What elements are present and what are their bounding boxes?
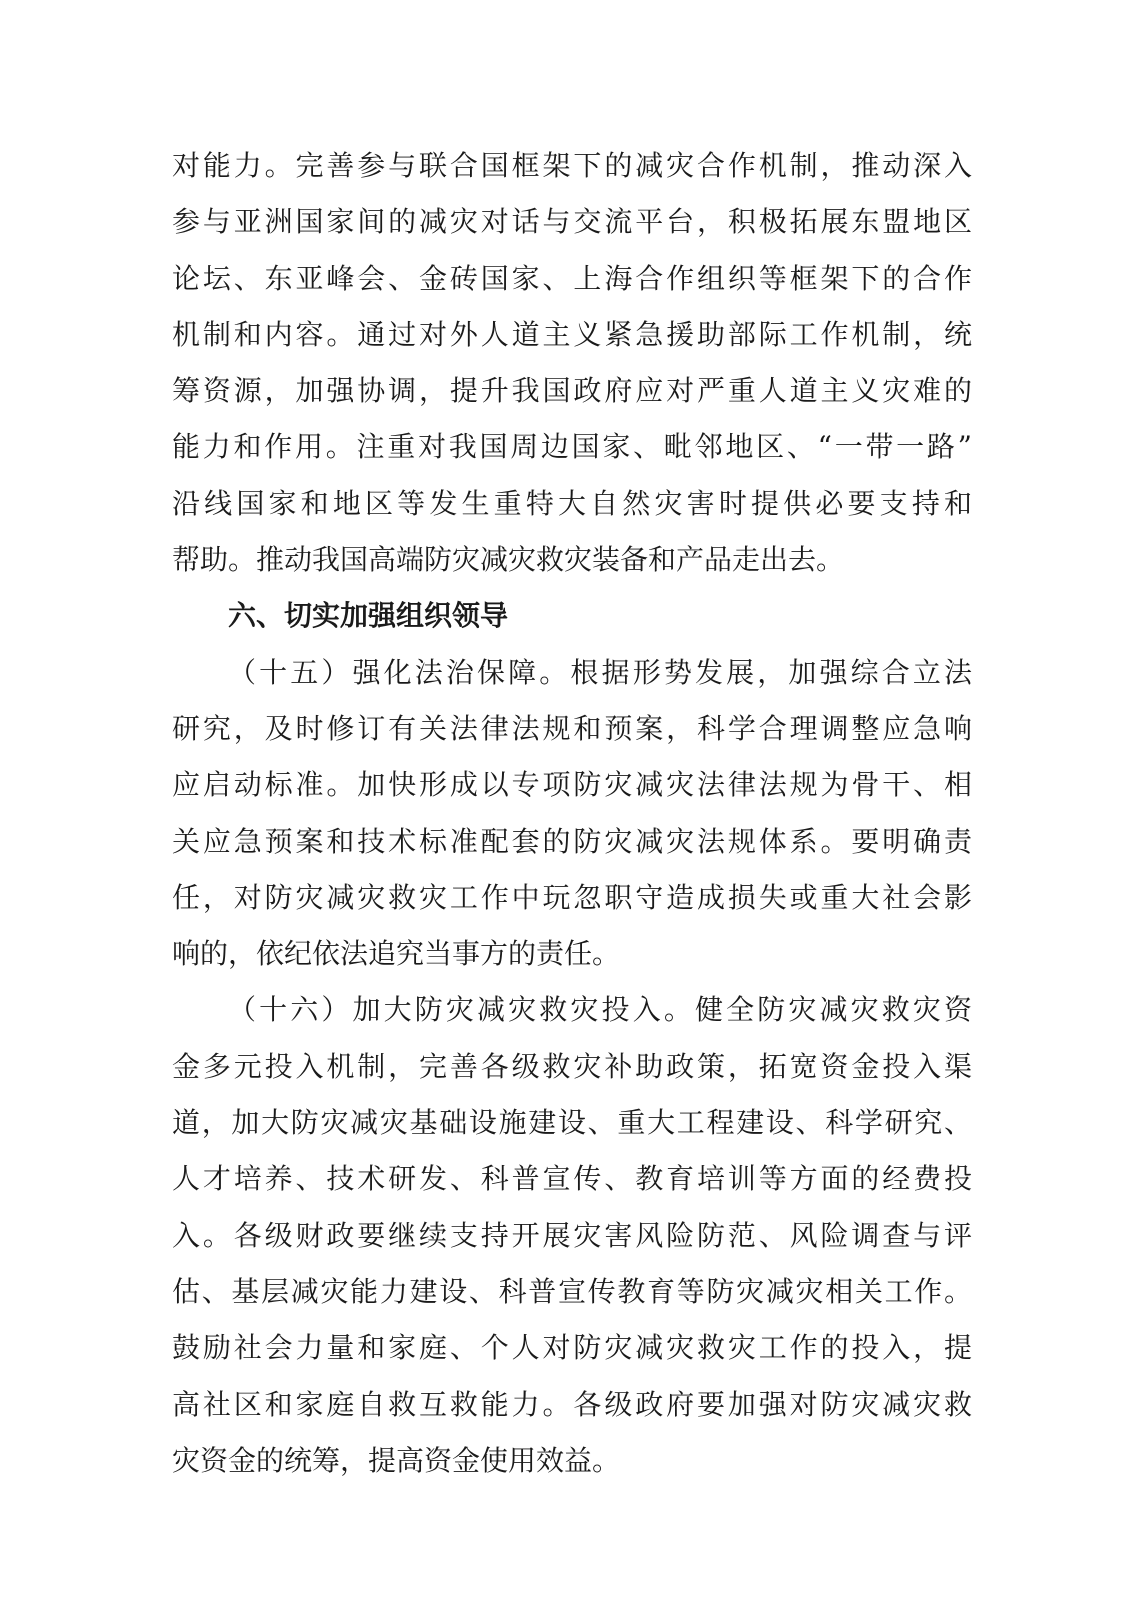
paragraph-line: 高社区和家庭自救互救能力。各级政府要加强对防灾减灾救 — [172, 1387, 972, 1421]
paragraph-line: 沿线国家和地区等发生重特大自然灾害时提供必要支持和 — [172, 486, 972, 520]
paragraph-last-line: 灾资金的统筹，提高资金使用效益。 — [172, 1443, 621, 1477]
paragraph-line: 关应急预案和技术标准配套的防灾减灾法规体系。要明确责 — [172, 824, 972, 858]
paragraph-line: 人才培养、技术研发、科普宣传、教育培训等方面的经费投 — [172, 1162, 972, 1196]
paragraph-line: 参与亚洲国家间的减灾对话与交流平台，积极拓展东盟地区 — [172, 205, 972, 239]
paragraph-line: 筹资源，加强协调，提升我国政府应对严重人道主义灾难的 — [172, 374, 972, 408]
paragraph-line: 金多元投入机制，完善各级救灾补助政策，拓宽资金投入渠 — [172, 1049, 972, 1083]
paragraph-line: 论坛、东亚峰会、金砖国家、上海合作组织等框架下的合作 — [172, 261, 972, 295]
paragraph-first-line: （十五）强化法治保障。根据形势发展，加强综合立法 — [228, 655, 972, 689]
paragraph-line: 能力和作用。注重对我国周边国家、毗邻地区、“一带一路” — [172, 430, 972, 464]
paragraph-line: 任，对防灾减灾救灾工作中玩忽职守造成损失或重大社会影 — [172, 880, 972, 914]
section-heading: 六、切实加强组织领导 — [228, 599, 509, 633]
paragraph-line: 对能力。完善参与联合国框架下的减灾合作机制，推动深入 — [172, 149, 972, 182]
paragraph-last-line: 帮助。推动我国高端防灾减灾救灾装备和产品走出去。 — [172, 543, 845, 577]
paragraph-line: 道，加大防灾减灾基础设施建设、重大工程建设、科学研究、 — [172, 1106, 972, 1140]
paragraph-last-line: 响的，依纪依法追究当事方的责任。 — [172, 937, 621, 971]
paragraph-first-line: （十六）加大防灾减灾救灾投入。健全防灾减灾救灾资 — [228, 993, 972, 1027]
document-body — [172, 138, 972, 1489]
paragraph-line: 鼓励社会力量和家庭、个人对防灾减灾救灾工作的投入，提 — [172, 1331, 972, 1365]
paragraph-line: 估、基层减灾能力建设、科普宣传教育等防灾减灾相关工作。 — [172, 1274, 972, 1308]
paragraph-line: 应启动标准。加快形成以专项防灾减灾法律法规为骨干、相 — [172, 768, 972, 802]
paragraph-line: 研究，及时修订有关法律法规和预案，科学合理调整应急响 — [172, 711, 972, 745]
paragraph-line: 入。各级财政要继续支持开展灾害风险防范、风险调查与评 — [172, 1218, 972, 1252]
paragraph-line: 机制和内容。通过对外人道主义紧急援助部际工作机制，统 — [172, 317, 972, 351]
